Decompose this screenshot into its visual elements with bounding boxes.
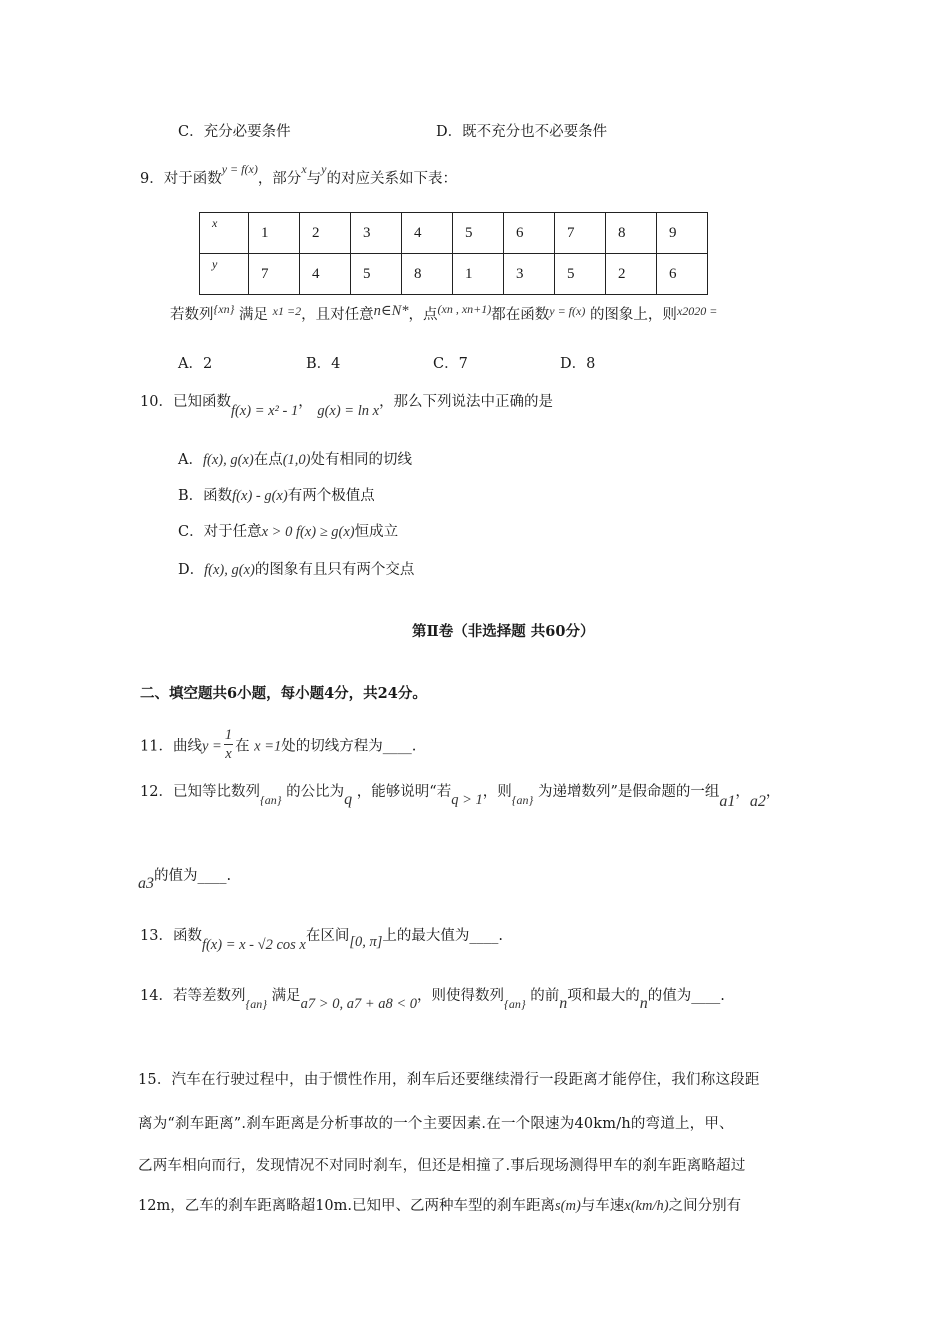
q10-optB-b: 有两个极值点 (287, 488, 375, 504)
q12-d: ，则 (482, 784, 512, 800)
q9-cond-b: 满足 (239, 307, 269, 323)
q14-n2: n (639, 995, 648, 1012)
q15-x: x(km/h) (624, 1198, 669, 1214)
q9-option-b: B．4 (306, 356, 341, 372)
q9-func: y = f(x) (221, 162, 258, 176)
q13-a: 13．函数 (140, 928, 202, 944)
table-cell: 7 (555, 213, 606, 254)
table-cell: 5 (453, 213, 504, 254)
table-row-x (200, 213, 708, 254)
q9-y: y (321, 162, 327, 176)
q14 (140, 986, 725, 1012)
q10-stem (140, 392, 554, 419)
q14-d: 的前 (530, 988, 560, 1004)
table-cell: 1 (453, 254, 504, 295)
q9-option-d: D．8 (560, 356, 596, 372)
table-cell: 9 (657, 213, 708, 254)
table-header-x: x (200, 213, 249, 254)
q13-func: f(x) = x - √2 cos x (201, 937, 306, 953)
q9-cond-a: 若数列 (170, 307, 214, 323)
q12-line1 (140, 782, 781, 810)
q10-optA-a: A． (178, 452, 203, 468)
table-cell: 3 (351, 213, 402, 254)
q10-option-a (178, 450, 412, 470)
table-cell: 4 (402, 213, 453, 254)
q10-lead: 10．已知函数 (140, 394, 231, 410)
q9-mid1: ，部分 (257, 171, 302, 187)
q9-value-table (199, 212, 708, 295)
q12-e: 为递增数列”是假命题的一组 (537, 784, 720, 800)
q11-num: 1 (224, 727, 233, 743)
q11-y: y = (201, 738, 222, 755)
q11-a: 11．曲线 (140, 738, 202, 755)
q14-seq2: {an} (504, 997, 526, 1011)
q15-line2: 离为“刹车距离”.刹车距离是分析事故的一个主要因素.在一个限速为40km/h的弯道上，甲、 (138, 1116, 734, 1132)
q10-optA-c: 处有相同的切线 (310, 452, 412, 468)
q11 (140, 728, 416, 765)
table-cell: 4 (300, 254, 351, 295)
q12-cond: q > 1 (451, 792, 483, 808)
q14-cond: a7 > 0, a7 + a8 < 0 (300, 996, 418, 1012)
table-cell: 6 (657, 254, 708, 295)
q10-optC-m: x > 0 f(x) ≥ g(x) (261, 524, 355, 540)
q12-f: 的值为____. (154, 868, 232, 884)
table-cell: 5 (555, 254, 606, 295)
table-cell: 8 (606, 213, 657, 254)
part2-title: 第Ⅱ卷（非选择题 共60分） (412, 623, 595, 640)
q11-den: x (225, 746, 232, 762)
q10-optC-b: 恒成立 (354, 524, 399, 540)
q10-g: g(x) = ln x (317, 403, 380, 419)
section2-heading: 二、填空题共6小题，每小题4分，共24分。 (140, 685, 427, 702)
q10-tail: ，那么下列说法中正确的是 (379, 394, 554, 410)
q9-x1: x1 =2 (272, 304, 302, 318)
table-cell: 8 (402, 254, 453, 295)
q15-line4 (138, 1196, 741, 1216)
table-cell: 6 (504, 213, 555, 254)
q14-f: 的值为____. (647, 988, 725, 1004)
q9-cond-c: ，且对任意 (301, 307, 374, 323)
q11-b: 在 (235, 738, 250, 755)
q9-cond-d: ，点 (408, 307, 438, 323)
table-cell: 1 (249, 213, 300, 254)
table-cell: 7 (249, 254, 300, 295)
q9-n: n∈N* (373, 303, 409, 319)
q10-optB-a: B．函数 (178, 488, 233, 504)
q9-stem (140, 162, 457, 189)
q15-s: s(m) (555, 1198, 581, 1214)
table-row-y (200, 254, 708, 295)
q15-l4b: 与车速 (580, 1198, 625, 1214)
q14-c: ，则使得数列 (417, 988, 505, 1004)
q10-option-c (178, 522, 398, 542)
q10-option-b (178, 486, 375, 506)
q9-lead: 9．对于函数 (140, 171, 222, 187)
q14-b: 满足 (271, 988, 301, 1004)
q8-option-c: C．充分必要条件 (178, 124, 291, 140)
q14-a: 14．若等差数列 (140, 988, 246, 1004)
table-cell: 3 (504, 254, 555, 295)
q12-b: 的公比为 (286, 784, 345, 800)
q13-interval: [0, π] (349, 934, 383, 950)
q10-optD-b: 的图象有且只有两个交点 (254, 562, 415, 578)
q15-line3: 乙两车相向而行，发现情况不对同时刹车，但还是相撞了.事后现场测得甲车的刹车距离略超过 (138, 1158, 746, 1174)
q10-optD-a: D． (178, 562, 205, 578)
q9-option-c: C．7 (433, 356, 468, 372)
q8-option-d: D．既不充分也不必要条件 (436, 124, 608, 140)
q10-optC-a: C．对于任意 (178, 524, 262, 540)
q12-seq: {an} (259, 793, 282, 807)
q9-cond-e: 都在函数 (491, 307, 550, 323)
q9-option-a: A．2 (178, 356, 213, 372)
q12-comma1: ， (735, 784, 750, 800)
q12-seq2: {an} (511, 793, 534, 807)
q12-line2 (138, 866, 232, 892)
q15-l4a: 12m，乙车的刹车距离略超10m.已知甲、乙两种车型的刹车距离 (138, 1198, 556, 1214)
q12-a: 12．已知等比数列 (140, 784, 260, 800)
q9-seq: {xn} (213, 302, 235, 316)
q14-e: 项和最大的 (567, 988, 640, 1004)
q12-c: ，能够说明“若 (356, 784, 452, 800)
q10-optA-m2: (1,0) (282, 452, 311, 468)
q10-optA-m1: f(x), g(x) (202, 452, 254, 468)
q10-f: f(x) = x² - 1 (230, 403, 299, 419)
q9-point: (xn , xn+1) (437, 302, 492, 316)
q14-seq: {an} (245, 997, 268, 1011)
q10-optD-m: f(x), g(x) (204, 562, 255, 578)
q12-a3: a3 (138, 875, 154, 892)
q12-q: q (344, 791, 353, 808)
q10-sep: ， (298, 394, 313, 410)
q11-x: x =1 (254, 738, 282, 755)
q14-n1: n (559, 995, 568, 1012)
q9-cond-g: 的图象上，则 (589, 307, 677, 323)
q13 (140, 926, 504, 953)
q9-condition (170, 302, 718, 325)
table-cell: 2 (300, 213, 351, 254)
table-header-y: y (200, 254, 249, 295)
table-cell: 2 (606, 254, 657, 295)
q13-c: 上的最大值为____. (382, 928, 504, 944)
q9-x2020: x2020 = (676, 304, 718, 318)
q12-a1: a1 (719, 793, 736, 810)
q13-b: 在区间 (305, 928, 350, 944)
table-cell: 5 (351, 254, 402, 295)
q11-fraction (224, 726, 233, 763)
q10-optA-b: 在点 (253, 452, 283, 468)
q9-tail: 的对应关系如下表： (326, 171, 457, 187)
q12-a2: a2 (749, 793, 766, 810)
q12-comma2: ， (765, 784, 781, 800)
q9-func2: y = f(x) (549, 304, 586, 318)
q10-optB-m: f(x) - g(x) (232, 488, 288, 504)
q15-l4c: 之间分别有 (668, 1198, 742, 1214)
q9-mid2: 与 (306, 171, 322, 187)
q9-x: x (301, 162, 307, 176)
q15-line1: 15．汽车在行驶过程中，由于惯性作用，刹车后还要继续滑行一段距离才能停住，我们称这段距 (138, 1072, 760, 1088)
q11-c: 处的切线方程为____. (281, 738, 417, 755)
q10-option-d (178, 560, 414, 580)
